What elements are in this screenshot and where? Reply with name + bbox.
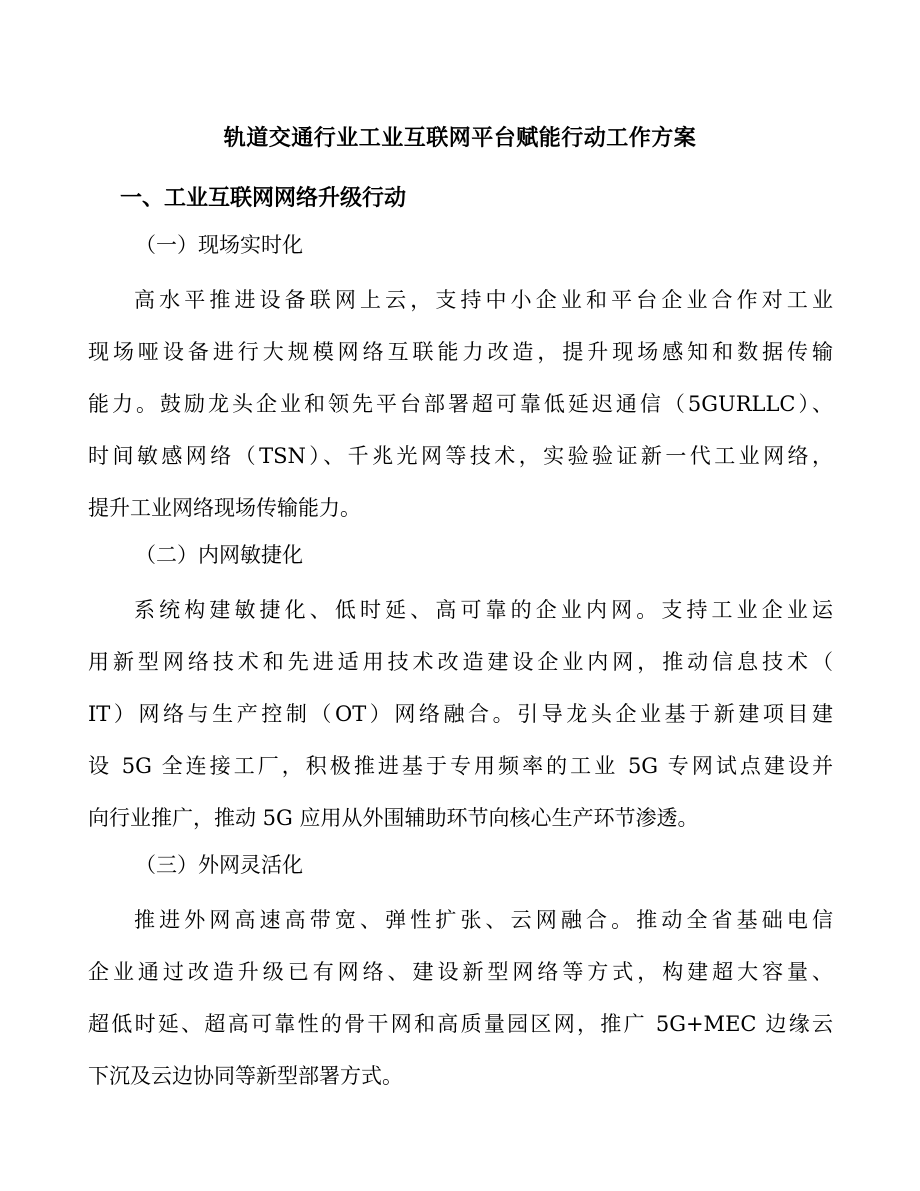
subsection-heading-3: （三）外网灵活化 [135,853,303,877]
subsection-heading-1: （一）现场实时化 [135,233,303,257]
paragraph-line: 现场哑设备进行大规模网络互联能力改造，提升现场感知和数据传输 [88,340,833,364]
paragraph-line: 超低时延、超高可靠性的骨干网和高质量园区网，推广 5G+MEC 边缘云 [88,1012,833,1036]
paragraph-line: 提升工业网络现场传输能力。 [88,496,361,520]
paragraph-3 [88,894,833,1102]
paragraph-1 [88,274,833,534]
paragraph-line: 设 5G 全连接工厂，积极推进基于专用频率的工业 5G 专网试点建设并 [88,754,833,778]
paragraph-line: 下沉及云边协同等新型部署方式。 [88,1064,403,1088]
paragraph-line: 用新型网络技术和先进适用技术改造建设企业内网，推动信息技术（ [88,650,833,674]
paragraph-line: 系统构建敏捷化、低时延、高可靠的企业内网。支持工业企业运 [134,598,833,622]
paragraph-2 [88,584,833,844]
paragraph-line: 企业通过改造升级已有网络、建设新型网络等方式，构建超大容量、 [88,960,833,984]
document-title: 轨道交通行业工业互联网平台赋能行动工作方案 [223,125,697,151]
subsection-heading-2: （二）内网敏捷化 [135,543,303,567]
paragraph-line: 高水平推进设备联网上云，支持中小企业和平台企业合作对工业 [134,288,833,312]
section-heading: 一、工业互联网网络升级行动 [120,185,407,211]
paragraph-line: 推进外网高速高带宽、弹性扩张、云网融合。推动全省基础电信 [134,908,833,932]
paragraph-line: 向行业推广，推动 5G 应用从外围辅助环节向核心生产环节渗透。 [88,806,699,830]
paragraph-line: 能力。鼓励龙头企业和领先平台部署超可靠低延迟通信（5GURLLC）、 [88,392,833,416]
paragraph-line: 时间敏感网络（TSN）、千兆光网等技术，实验验证新一代工业网络， [88,444,833,468]
paragraph-line: IT）网络与生产控制（OT）网络融合。引导龙头企业基于新建项目建 [88,702,833,726]
